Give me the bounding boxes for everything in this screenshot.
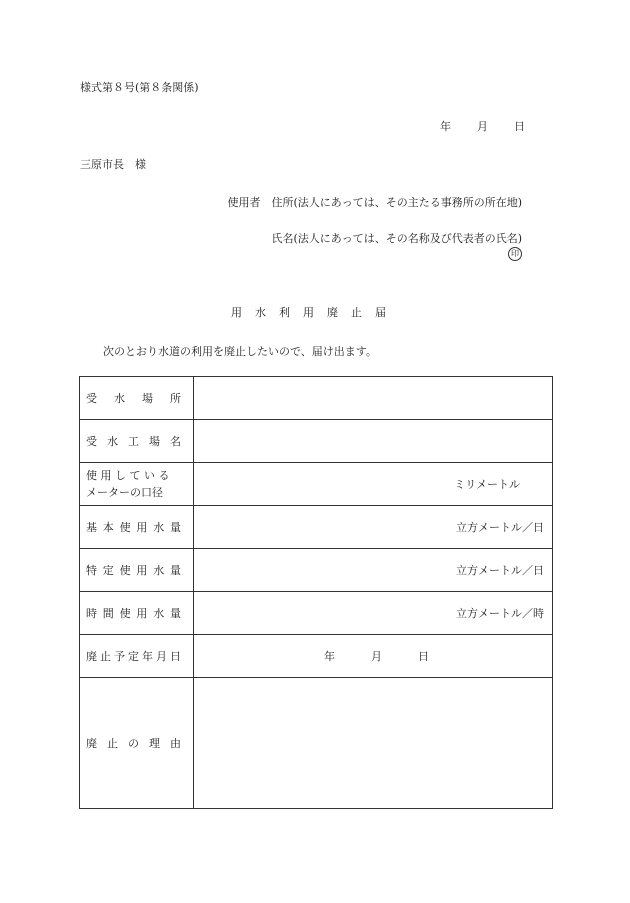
label-specific-usage: 特 定 使 用 水 量 bbox=[80, 549, 194, 592]
user-address-line: 使用者 住所(法人にあっては、その主たる事務所の所在地) bbox=[227, 196, 522, 209]
input-specific-usage[interactable] bbox=[194, 549, 553, 592]
seal-mark: 印 bbox=[508, 247, 522, 261]
label-abolish-reason: 廃 止 の 理 由 bbox=[80, 678, 194, 809]
table-row bbox=[80, 549, 553, 592]
form-number: 様式第８号(第８条関係) bbox=[80, 81, 199, 94]
table-row bbox=[80, 463, 553, 506]
input-abolish-reason[interactable] bbox=[194, 678, 553, 809]
date-month-label: 月 bbox=[477, 120, 488, 133]
input-water-receiving-place[interactable] bbox=[194, 377, 553, 420]
input-water-receiving-factory[interactable] bbox=[194, 420, 553, 463]
addressee: 三原市長 様 bbox=[80, 158, 146, 171]
table-row bbox=[80, 506, 553, 549]
unit-cubic-per-hour: 立方メートル／時 bbox=[456, 607, 544, 620]
document-title: 用水利用廃止届 bbox=[231, 306, 399, 319]
intro-text: 次のとおり水道の利用を廃止したいので、届け出ます。 bbox=[103, 345, 377, 358]
label-meter-diameter: 使 用 し て い る メーターの口径 bbox=[80, 463, 194, 506]
input-hourly-usage[interactable] bbox=[194, 592, 553, 635]
label-abolish-date: 廃 止 予 定 年 月 日 bbox=[80, 635, 194, 678]
unit-cubic-per-day: 立方メートル／日 bbox=[456, 521, 544, 534]
label-water-receiving-place: 受 水 場 所 bbox=[80, 377, 194, 420]
input-abolish-date[interactable] bbox=[194, 635, 553, 678]
table-row bbox=[80, 420, 553, 463]
label-water-receiving-factory: 受 水 工 場 名 bbox=[80, 420, 194, 463]
abolish-year-label: 年 bbox=[324, 650, 335, 663]
user-name-line: 氏名(法人にあっては、その名称及び代表者の氏名) bbox=[271, 232, 522, 245]
submission-date bbox=[440, 118, 525, 134]
date-day-label: 日 bbox=[514, 120, 525, 133]
date-year-label: 年 bbox=[440, 120, 451, 133]
abolish-month-label: 月 bbox=[371, 650, 382, 663]
unit-cubic-per-day: 立方メートル／日 bbox=[456, 564, 544, 577]
label-hourly-usage: 時 間 使 用 水 量 bbox=[80, 592, 194, 635]
abolish-day-label: 日 bbox=[418, 650, 429, 663]
input-basic-usage[interactable] bbox=[194, 506, 553, 549]
label-basic-usage: 基 本 使 用 水 量 bbox=[80, 506, 194, 549]
table-row bbox=[80, 592, 553, 635]
table-row bbox=[80, 678, 553, 809]
input-meter-diameter[interactable] bbox=[194, 463, 553, 506]
form-table bbox=[79, 376, 553, 809]
unit-millimeter: ミリメートル bbox=[454, 478, 520, 491]
table-row bbox=[80, 377, 553, 420]
table-row bbox=[80, 635, 553, 678]
